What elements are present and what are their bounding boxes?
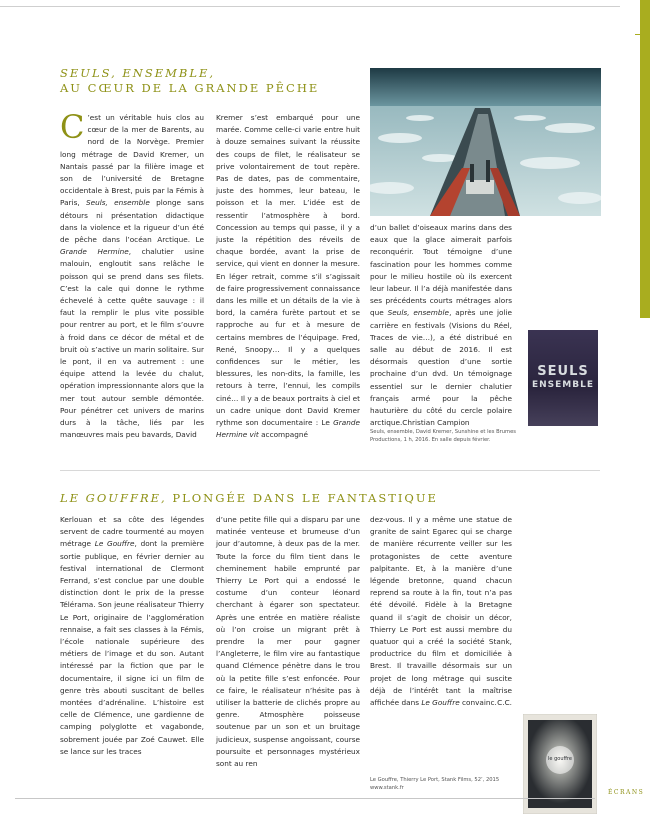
article2-title-italic: LE GOUFFRE, (60, 491, 167, 505)
article1-column-3 (370, 222, 512, 429)
article2-col2-paragraph (216, 514, 360, 770)
article2-col1-film-title: Le Gouffre (94, 539, 135, 549)
article2-caption-line1: Le Gouffre, Thierry Le Port, Stank Films, 52’, 2015 (370, 777, 500, 783)
article1-col1-ship-name: Grande Hermine (60, 247, 129, 257)
article1-col3-paragraph (370, 222, 512, 429)
article2-col1-paragraph (60, 514, 204, 758)
article2-title-rest: PLONGÉE DANS LE FANTASTIQUE (172, 491, 438, 505)
article1-title-rest: AU CŒUR DE LA GRANDE PÊCHE (60, 81, 320, 95)
article1-dropcap: C (60, 108, 85, 146)
article1-col1-text-b: plonge sans détours ni présentation didactique dans la violence et la rigueur d’un été de pêche dans l’océan Arctique. Le (60, 198, 204, 245)
article1-signature: Christian Campion (402, 418, 470, 428)
article1-title (60, 66, 360, 96)
article-divider (60, 470, 600, 471)
article1-poster-caption: Seuls, ensemble, David Kremer, Sunshine et les Brumes Productions, 1 h, 2016. En salle depuis février. (370, 429, 516, 443)
top-rule (0, 6, 620, 7)
edge-tab-notch (632, 318, 650, 332)
article2-col1-text-b: , dont la première sortie publique, en février dernier au festival international de Clermont Ferrand, s’est conclue par une double distinction dont le prix de la presse Télérama. Son jeune réalisateur Thierry Le Port, originaire de l’agglomération rennaise, a fait ses classes à la Fémis, l’école nationale supérieure des métiers de l’image et du son. Autant intéressé par la fiction que par le documentaire, il signe ici un film de genre très abouti suscitant de belles montées d’adrénaline. L’histoire est celle de Clémence, une gardienne de camping polyglotte et vagabonde, sobrement jouée par Zoé Cauwet. Elle se lance sur les traces (60, 539, 205, 756)
article2-col3-text-b: convainc. (459, 698, 497, 708)
article1-column-1 (60, 108, 204, 441)
article2-poster-caption (370, 776, 518, 792)
article1-col2-paragraph (216, 112, 360, 441)
article1-col1-paragraph (60, 108, 204, 441)
article1-col2-text: Kremer s’est embarqué pour une marée. Comme celle-ci varie entre huit à douze semaines suivant la réussite des coups de filet, le réalisateur se prive volontairement de tout repère. Pas de dates, pas de commentaire, juste des hommes, leur bateau, le poisson et la mer. L’idée est de ressentir l’atmosphère à bord. Concession au temps qui passe, il y a juste la répétition des réveils de chaque bordée, avant la prise de service, qui vient en donner la mesure. En léger retrait, comme s’il s’agissait de faire progressivement connaissance dans les mille et un détails de la vie à bord, la caméra furète partout et se rapproche au fur et à mesure de certains membres de l’équipage. Fred, René, Snoopy… Il y a quelques confidences sur le métier, les blessures, les non-dits, la famille, les retours à terre, l’ennui, les compils ciné… Il y a de beaux portraits à ciel et un cadre unique dont David Kremer rythme son documentaire : Le (216, 113, 360, 428)
article1-col1-text: ’est un véritable huis clos au cœur de la mer de Barents, au nord de la Norvège. Premier long métrage de David Kremer, un Nantais passé par la filière image et son de l’université de Bretagne occidentale à Brest, puis par la Fémis à Paris, (60, 113, 204, 208)
article2-signature: C.C. (497, 698, 512, 708)
article1-column-2 (216, 112, 360, 441)
article1-title-italic: SEULS, ENSEMBLE, (60, 66, 216, 80)
article1-col2-ship-name: Grande Hermine vit (216, 418, 360, 440)
article2-column-3 (370, 514, 512, 709)
article1-col3-text-b: , après une jolie carrière en festivals (Visions du Réel, Traces de vie…), a été distribué en salle au début de 2016. Il est désormais question d’une sortie prochaine d’un dvd. Un témoignage essentiel sur le dernier chalutier français armé pour la pêche hauturière du côté du cercle polaire arctique. (370, 308, 512, 428)
article2-col3-film-title: Le Gouffre (421, 698, 460, 708)
article2-col3-text: dez-vous. Il y a même une statue de granite de saint Egarec qui se charge de manière récurrente veiller sur les protagonistes de cette aventure palpitante. Et, à la manière d’une légende bretonne, quand chacun reprend sa route à la fin, tout n’a pas été dévoilé. Fidèle à la Bretagne quand il s’agit de choisir un décor, Thierry Le Port est aussi membre du quatuor qui a créé la société Stank, productrice du film et domiciliée à Brest. Il travaille désormais sur un projet de long métrage qui suscite déjà de l’intérêt tant la maîtrise affichée dans (370, 515, 512, 708)
trawler-photo (370, 68, 601, 216)
article2-col3-paragraph (370, 514, 512, 709)
section-edge-tab (640, 0, 650, 318)
article2-title (60, 491, 580, 506)
article2-column-1 (60, 514, 204, 758)
footer-rule (15, 798, 595, 799)
article1-col1-film-title: Seuls, ensemble (85, 198, 150, 208)
poster-title-line2: ENSEMBLE (531, 380, 594, 390)
article2-column-2 (216, 514, 360, 770)
article1-col2-text-b: accompagné (258, 430, 309, 440)
le-gouffre-poster-title: le gouffre (548, 756, 572, 762)
footer-section-label: ÉCRANS (608, 789, 645, 796)
article1-col3-film-title: Seuls, ensemble (387, 308, 450, 318)
article2-col2-text: d’une petite fille qui a disparu par une matinée venteuse et brumeuse d’un jour d’automne, à deux pas de la mer. Toute la force du film tient dans le cheminement habile emprunté par Thierry Le Port qui a endossé le costume d’un conteur léonard cherchant à égarer son spectateur. Après une entrée en matière réaliste où l’on croise un migrant prêt à prendre la mer pour gagner l’Angleterre, le film vire au fantastique quand Clémence pénètre dans le trou où la petite fille s’est enfoncée. Pour ce faire, le réalisateur n’hésite pas à utiliser la batterie de clichés propre au genre. Atmosphère poisseuse soutenue par un son et un bruitage judicieux, suspense angoissant, course poursuite et personnages mystérieux sont au ren (216, 515, 360, 769)
article2-col1-text: Kerlouan et sa côte des légendes servent de cadre tourmenté au moyen métrage (60, 515, 204, 549)
edge-tab-tick (635, 34, 640, 35)
article2-caption-line2: www.stank.fr (370, 785, 404, 791)
article1-col3-text: d’un ballet d’oiseaux marins dans des eaux que la glace aimerait parfois reconquérir. Tout témoigne d’une fascination pour les hommes comme pour le milieu hostile où ils exercent leur labeur. Il l’a déjà manifestée dans ses précédents courts métrages alors que (370, 223, 512, 318)
le-gouffre-poster-svg (523, 714, 597, 814)
poster-title-line1: SEULS (537, 364, 589, 379)
seuls-ensemble-poster (528, 330, 598, 426)
article1-col1-text-c: , chalutier usine malouin, engloutit sans relâche le poisson qui se prend dans ses filets. C’est la cale qui donne le rythme échevelé à cette quête sauvage : il faut la remplir le plus vite possible pour rentrer au port, et le film s’ouvre à froid dans ce décor de métal et de bruit où s’active un marin solitaire. Sur le pont, il en va autrement : une équipe attend la levée du chalut, opération impressionnante alors que la mer tout autour semble démontée. Pour pénétrer cet univers de marins durs à la tâche, liés par les manœuvres mais peu bavards, David (60, 247, 204, 440)
trawler-photo-illustration (370, 68, 601, 216)
